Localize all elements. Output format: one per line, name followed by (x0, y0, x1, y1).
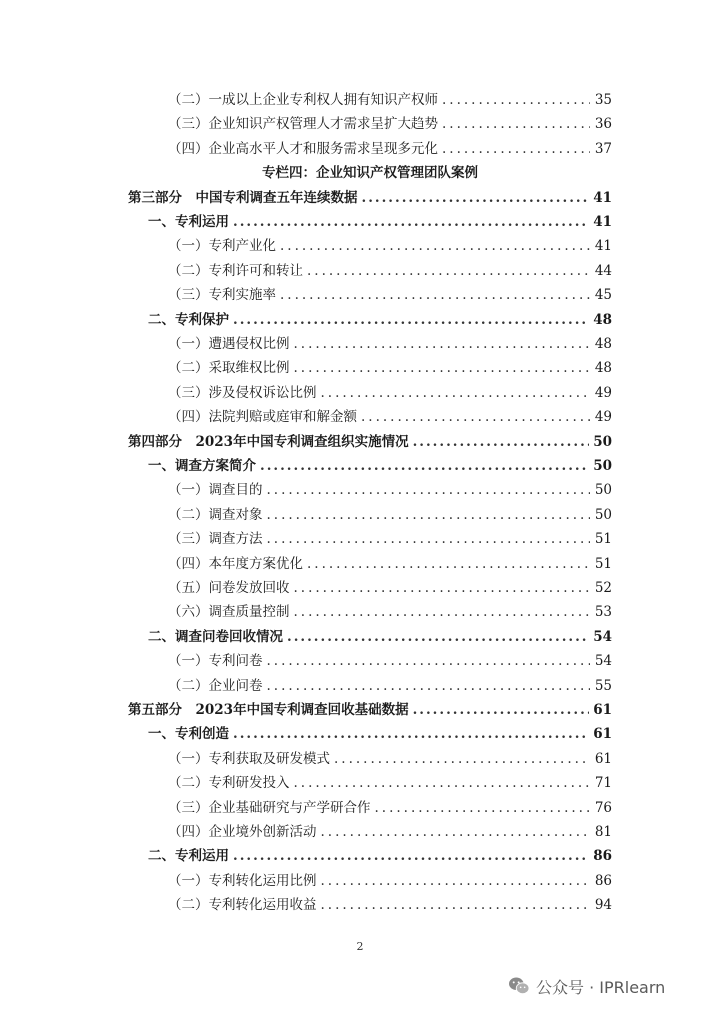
toc-entry (168, 602, 612, 622)
toc-entry (168, 407, 612, 427)
toc-entry (168, 895, 612, 915)
watermark-text: 公众号 · IPRlearn (536, 977, 666, 997)
dot-leader (442, 114, 590, 134)
toc-entry-page: 61 (593, 726, 612, 743)
toc-entry-label: （一）专利转化运用比例 (168, 872, 317, 889)
toc-entry-page: 54 (594, 653, 612, 670)
dot-leader (233, 310, 589, 330)
toc-entry-page: 86 (593, 848, 612, 865)
dot-leader (267, 676, 591, 696)
dot-leader (361, 407, 590, 427)
toc-entry-label: 第三部分 中国专利调查五年连续数据 (128, 189, 358, 206)
toc-entry-page: 50 (594, 506, 612, 523)
dot-leader (442, 90, 590, 110)
toc-entry-page: 48 (594, 360, 612, 377)
toc-entry-page: 76 (594, 799, 612, 816)
dot-leader (294, 358, 591, 378)
toc-entry-page: 52 (594, 580, 612, 596)
dot-leader (233, 724, 589, 744)
toc-entry (168, 236, 612, 256)
toc-entry-label: 二、专利运用 (148, 848, 229, 865)
toc-entry (168, 334, 612, 354)
toc-entry (148, 724, 612, 744)
toc-entry-page: 51 (594, 531, 612, 548)
page-number: 2 (356, 940, 364, 953)
toc-entry-page: 41 (593, 214, 612, 230)
toc-entry (128, 188, 612, 208)
dot-leader (413, 432, 590, 452)
dot-leader (267, 651, 591, 671)
toc-column-heading (128, 163, 612, 183)
toc-entry (168, 114, 612, 134)
toc-entry (128, 432, 612, 452)
dot-leader (294, 578, 591, 598)
toc-entry (168, 798, 612, 818)
toc-entry-page: 71 (594, 775, 612, 792)
toc-entry (168, 554, 612, 574)
toc-entry-page: 54 (593, 628, 612, 645)
dot-leader (280, 285, 590, 305)
dot-leader (233, 212, 589, 232)
toc-entry-label: （四）法院判赔或庭审和解金额 (168, 409, 357, 426)
dot-leader (294, 334, 591, 354)
dot-leader (294, 602, 591, 622)
dot-leader (375, 798, 591, 818)
toc-entry-label: （二）专利转化运用收益 (168, 897, 317, 914)
toc-entry (168, 529, 612, 549)
dot-leader (442, 139, 590, 159)
dot-leader (267, 505, 591, 525)
toc-entry-label: （二）专利许可和转让 (168, 262, 303, 279)
toc-entry-label: （一）专利问卷 (168, 653, 263, 670)
toc-entry-page: 81 (594, 824, 612, 840)
dot-leader (321, 871, 591, 891)
toc-entry-label: （二）调查对象 (168, 506, 263, 523)
toc-entry-page: 44 (594, 262, 612, 279)
dot-leader (294, 773, 591, 793)
toc-entry-label: 二、专利保护 (148, 311, 229, 328)
toc-entry-label: （五）问卷发放回收 (168, 580, 290, 596)
toc-entry-label: （六）调查质量控制 (168, 604, 290, 621)
dot-leader (321, 383, 591, 403)
toc-entry-page: 36 (594, 116, 612, 133)
toc-entry (148, 846, 612, 866)
toc-entry (128, 700, 612, 720)
toc-entry-label: 二、调查问卷回收情况 (148, 628, 283, 645)
toc-entry-page: 45 (594, 287, 612, 304)
toc-entry-page: 50 (593, 433, 612, 450)
dot-leader (413, 700, 590, 720)
toc-entry-page: 94 (594, 897, 612, 914)
toc-entry (168, 505, 612, 525)
toc-entry-label: （一）专利获取及研发模式 (168, 750, 330, 767)
toc-entry-label: （一）调查目的 (168, 482, 263, 499)
toc-entry-label: （三）涉及侵权诉讼比例 (168, 384, 317, 401)
toc-entry-page: 86 (594, 872, 612, 889)
toc-entry-label: （二）企业问卷 (168, 677, 263, 694)
toc-entry-label: （三）专利实施率 (168, 287, 276, 304)
toc-entry-label: 专栏四：企业知识产权管理团队案例 (262, 165, 478, 182)
toc-entry (168, 651, 612, 671)
toc-entry-label: 一、专利创造 (148, 726, 229, 743)
dot-leader (267, 480, 591, 500)
dot-leader (233, 846, 589, 866)
toc-entry (168, 578, 612, 598)
toc-entry (168, 90, 612, 110)
toc-entry-label: （三）调查方法 (168, 531, 263, 548)
toc-entry (148, 627, 612, 647)
toc-entry-label: 第五部分 2023年中国专利调查回收基础数据 (128, 702, 409, 718)
dot-leader (307, 261, 590, 281)
toc-entry-label: （二）专利研发投入 (168, 775, 290, 792)
toc-entry (168, 871, 612, 891)
dot-leader (321, 822, 591, 842)
toc-entry-label: 一、专利运用 (148, 214, 229, 230)
toc-entry-label: 第四部分 2023年中国专利调查组织实施情况 (128, 433, 409, 450)
dot-leader (280, 236, 590, 256)
toc-entry (148, 212, 612, 232)
toc-entry (168, 285, 612, 305)
toc-entry (168, 773, 612, 793)
toc-entry-page: 35 (594, 92, 612, 108)
toc-entry-page: 49 (594, 409, 612, 426)
dot-leader (307, 554, 590, 574)
dot-leader (260, 456, 589, 476)
dot-leader (362, 188, 590, 208)
toc-entry-page: 55 (594, 677, 612, 694)
toc-entry (168, 261, 612, 281)
toc-entry-page: 48 (594, 336, 612, 352)
toc-entry-label: （一）专利产业化 (168, 238, 276, 255)
toc-entry (168, 749, 612, 769)
toc-entry-page: 51 (594, 555, 612, 572)
toc-entry-page: 61 (594, 750, 612, 767)
toc-entry (168, 480, 612, 500)
toc-entry-page: 41 (593, 189, 612, 206)
toc-entry-page: 41 (594, 238, 612, 255)
toc-entry-page: 53 (594, 604, 612, 621)
toc-entry (168, 822, 612, 842)
toc-entry-label: （一）遭遇侵权比例 (168, 336, 290, 352)
dot-leader (287, 627, 589, 647)
toc-entry-label: 一、调查方案简介 (148, 458, 256, 474)
dot-leader (334, 749, 590, 769)
toc-entry (168, 139, 612, 159)
toc-entry-page: 50 (594, 482, 612, 499)
toc-entry-page: 37 (594, 140, 612, 157)
toc-entry (168, 358, 612, 378)
toc-entry-label: （二）采取维权比例 (168, 360, 290, 377)
dot-leader (267, 529, 591, 549)
toc-entry-label: （四）企业境外创新活动 (168, 824, 317, 840)
watermark (508, 975, 665, 997)
toc-entry-page: 49 (594, 384, 612, 401)
toc-entry-page: 48 (593, 311, 612, 328)
toc-entry-label: （四）本年度方案优化 (168, 555, 303, 572)
toc-entry (168, 383, 612, 403)
toc-entry (168, 676, 612, 696)
toc-entry-page: 50 (593, 458, 612, 474)
dot-leader (321, 895, 591, 915)
toc-entry-label: （四）企业高水平人才和服务需求呈现多元化 (168, 140, 438, 157)
toc-entry-label: （二）一成以上企业专利权人拥有知识产权师 (168, 92, 438, 108)
toc-entry-page: 61 (593, 702, 612, 718)
toc-entry (148, 310, 612, 330)
toc-entry-label: （三）企业基础研究与产学研合作 (168, 799, 371, 816)
toc-entry-label: （三）企业知识产权管理人才需求呈扩大趋势 (168, 116, 438, 133)
wechat-icon (508, 976, 530, 996)
toc-entry (148, 456, 612, 476)
